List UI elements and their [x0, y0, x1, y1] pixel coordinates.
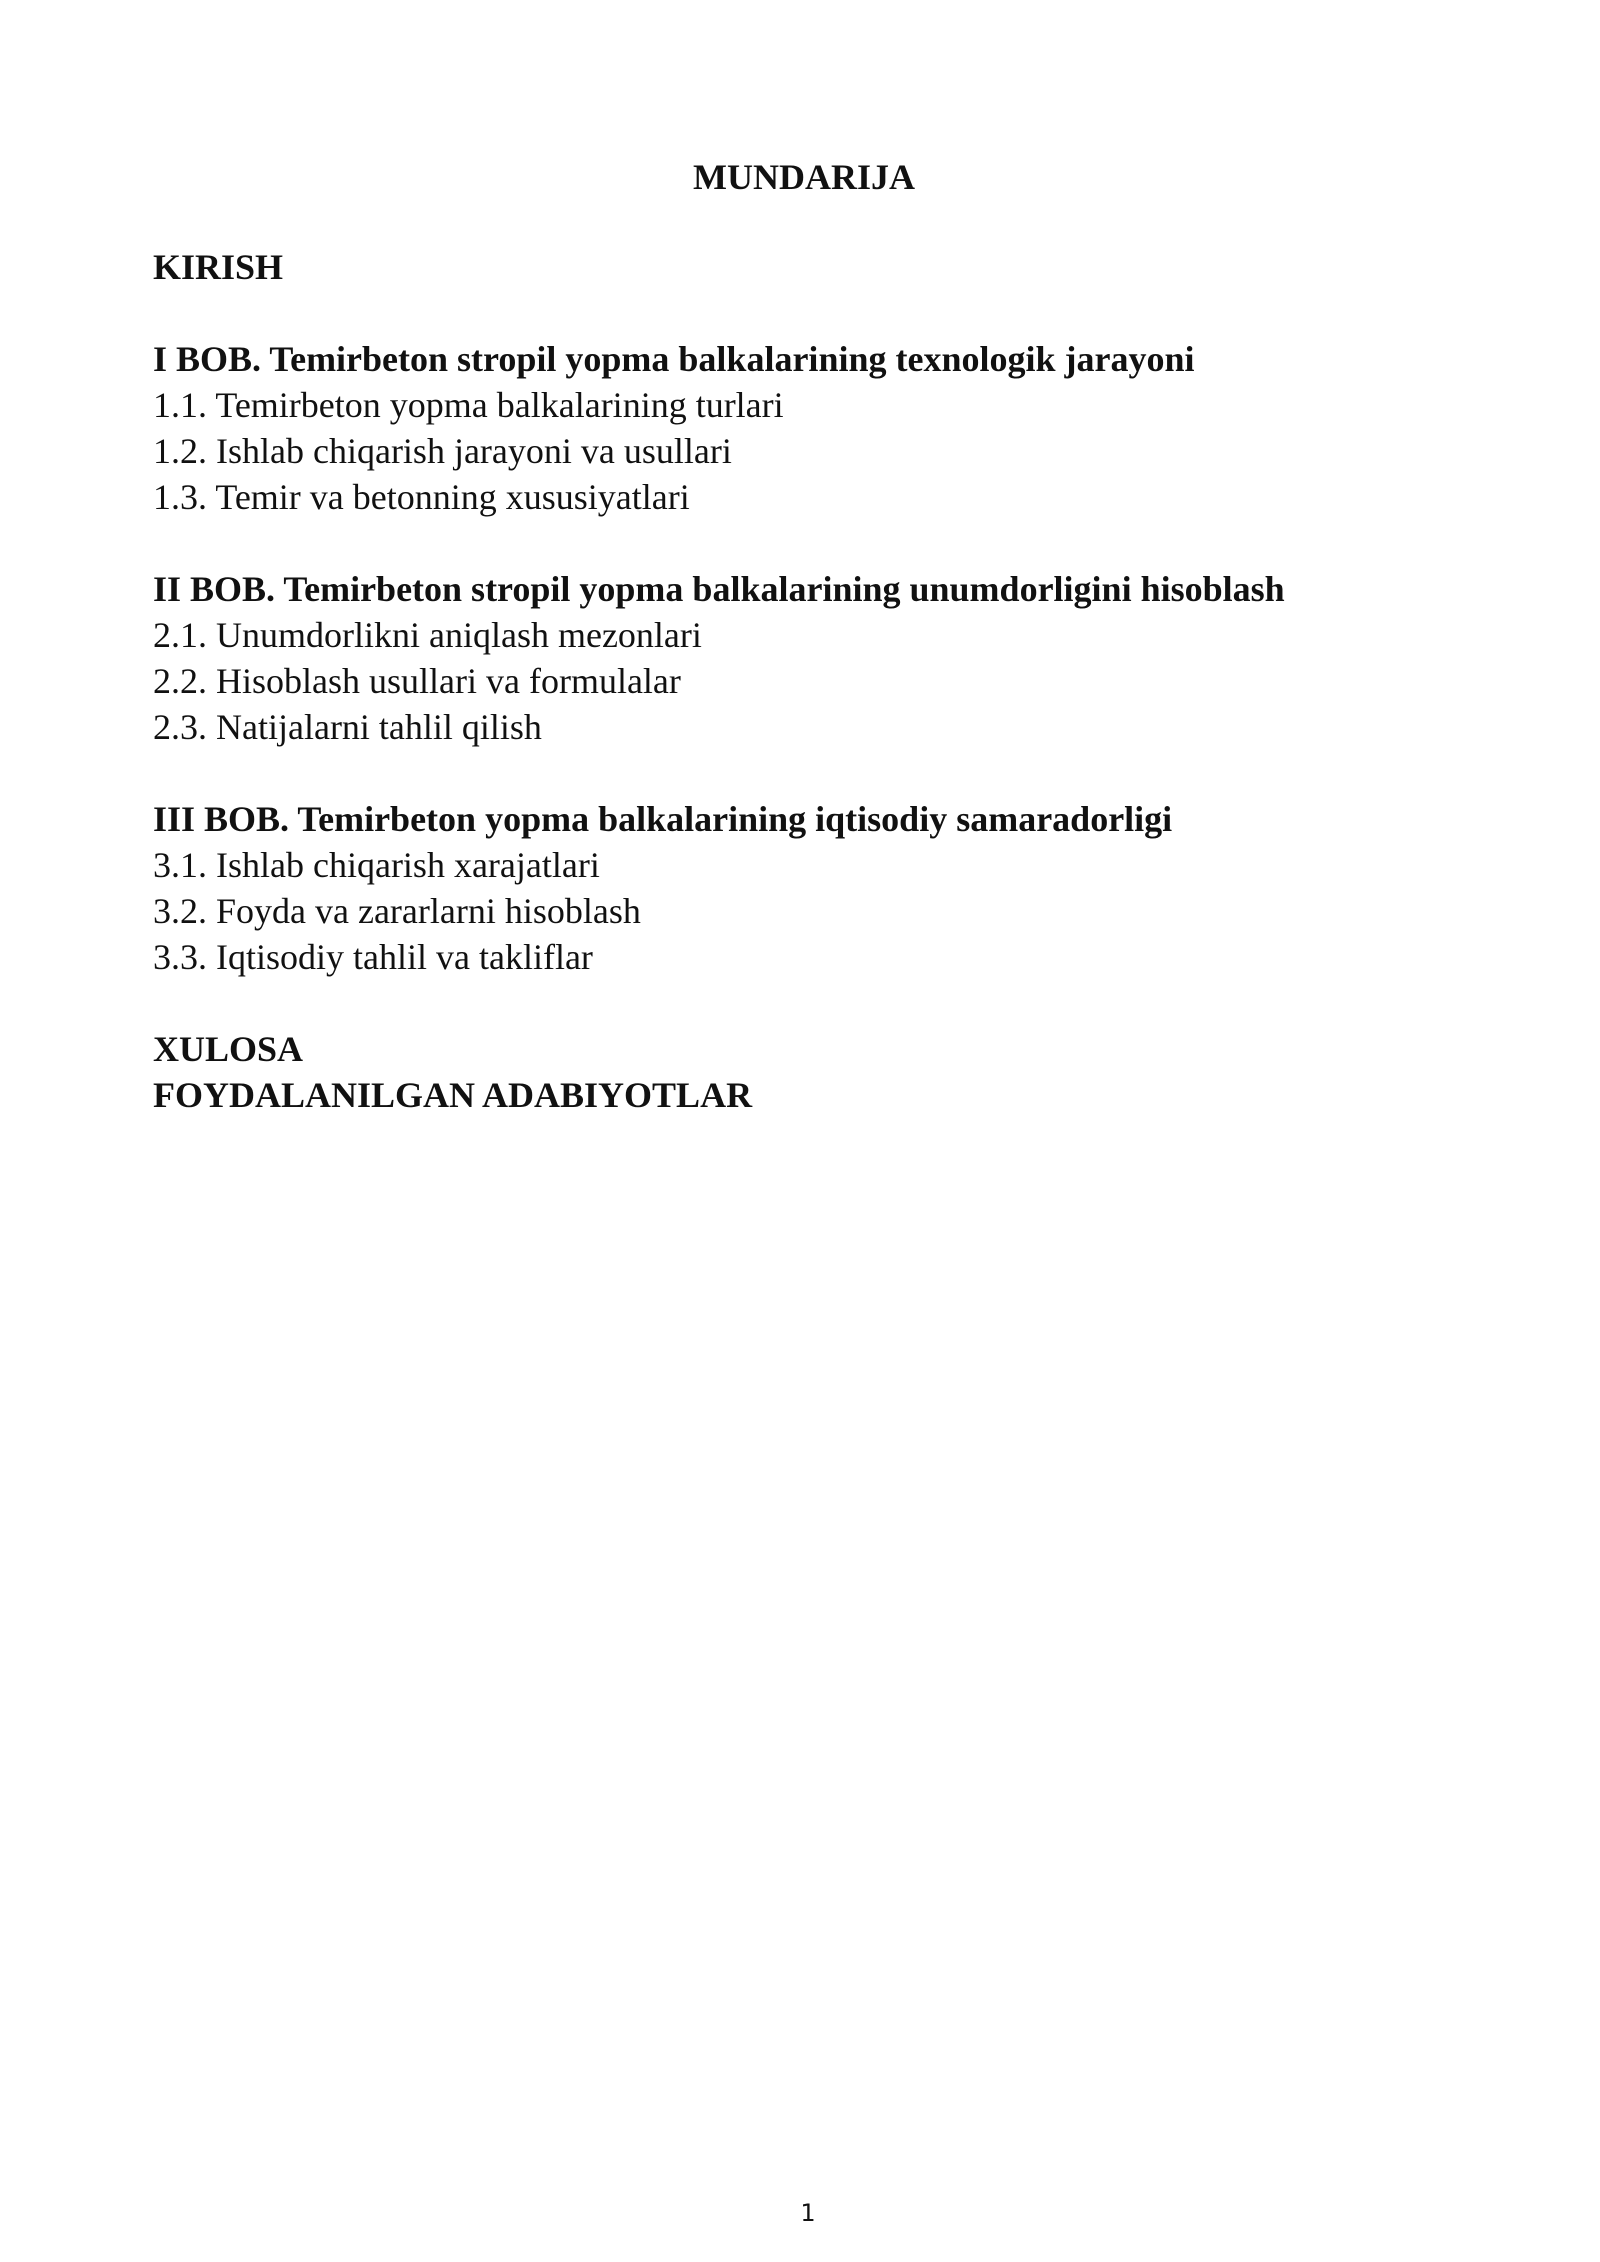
- page-title: MUNDARIJA: [693, 157, 915, 197]
- toc-conclusion: XULOSA: [153, 1029, 304, 1069]
- toc-section-1-2: 1.2. Ishlab chiqarish jarayoni va usullari: [153, 431, 732, 471]
- toc-chapter-3-heading: III BOB. Temirbeton yopma balkalarining iqtisodiy samaradorligi: [153, 799, 1173, 839]
- page-number: 1: [800, 2199, 816, 2227]
- spacer: [153, 520, 1453, 566]
- toc-section-2-3: 2.3. Natijalarni tahlil qilish: [153, 707, 542, 747]
- toc-section-3-3: 3.3. Iqtisodiy tahlil va takliflar: [153, 937, 593, 977]
- spacer: [153, 290, 1453, 336]
- toc-references: FOYDALANILGAN ADABIYOTLAR: [153, 1075, 753, 1115]
- toc-introduction: KIRISH: [153, 247, 284, 287]
- toc-section-3-2: 3.2. Foyda va zararlarni hisoblash: [153, 891, 641, 931]
- toc-chapter-1-heading: I BOB. Temirbeton stropil yopma balkalarining texnologik jarayoni: [153, 339, 1195, 379]
- toc-chapter-2-heading: II BOB. Temirbeton stropil yopma balkalarining unumdorligini hisoblash: [153, 569, 1285, 609]
- toc-section-1-1: 1.1. Temirbeton yopma balkalarining turlari: [153, 385, 784, 425]
- toc-section-3-1: 3.1. Ishlab chiqarish xarajatlari: [153, 845, 600, 885]
- toc-section-2-2: 2.2. Hisoblash usullari va formulalar: [153, 661, 681, 701]
- toc-section-2-1: 2.1. Unumdorlikni aniqlash mezonlari: [153, 615, 702, 655]
- spacer: [153, 980, 1453, 1026]
- spacer: [153, 750, 1453, 796]
- table-of-contents: [153, 244, 1453, 1118]
- toc-section-1-3: 1.3. Temir va betonning xususiyatlari: [153, 477, 690, 517]
